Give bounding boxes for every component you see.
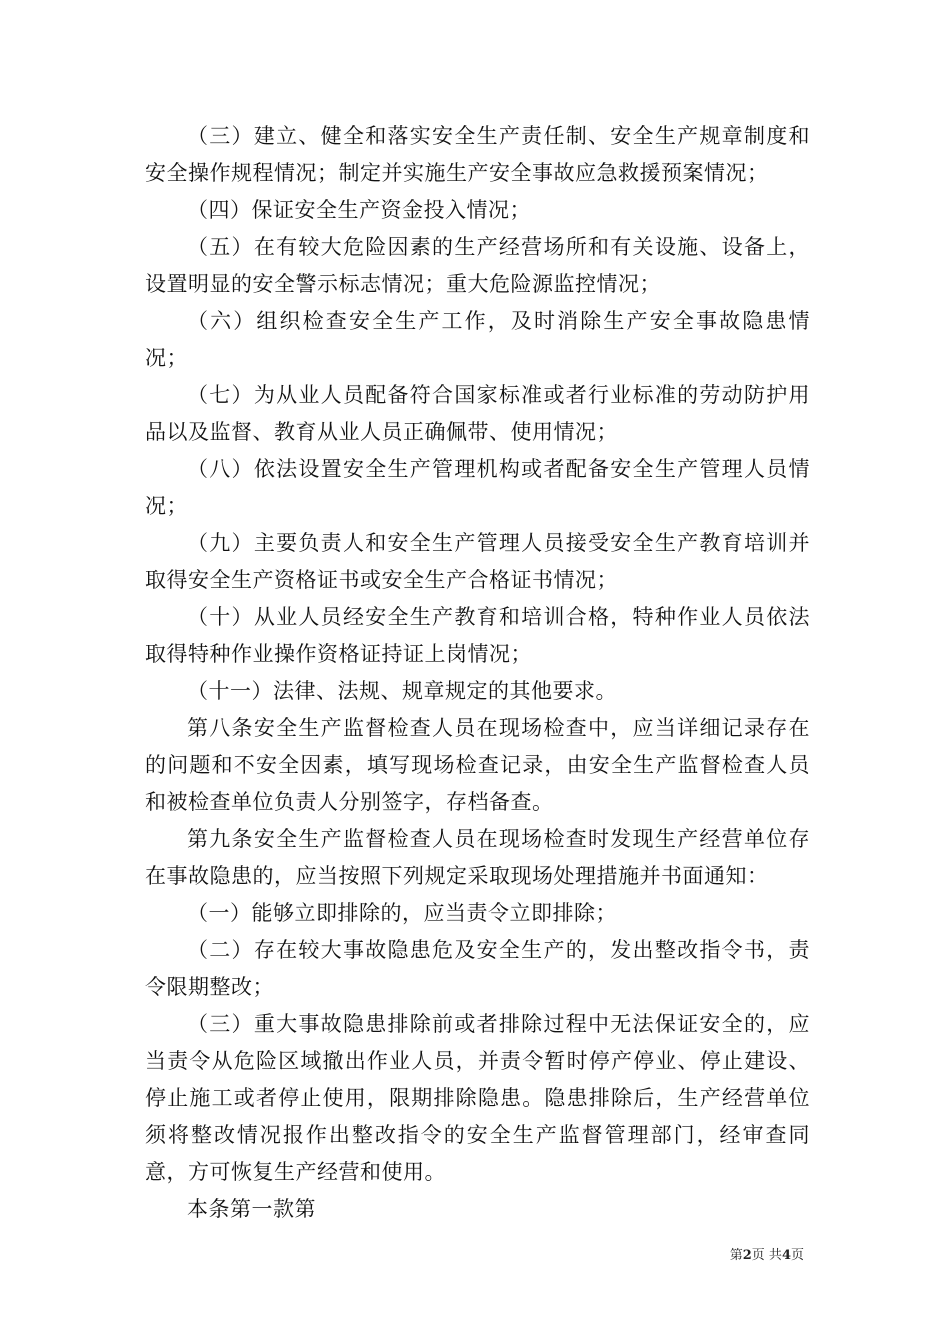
paragraph: （十）从业人员经安全生产教育和培训合格，特种作业人员依法取得特种作业操作资格证持证上岗情况； (145, 605, 810, 666)
paragraph: （七）为从业人员配备符合国家标准或者行业标准的劳动防护用品以及监督、教育从业人员正确佩带、使用情况； (145, 383, 810, 444)
paragraph: （十一）法律、法规、规章规定的其他要求。 (187, 679, 617, 703)
document-body (145, 118, 810, 1228)
paragraph: 第八条安全生产监督检查人员在现场检查中，应当详细记录存在的问题和不安全因素，填写现场检查记录，由安全生产监督检查人员和被检查单位负责人分别签字，存档备查。 (145, 716, 810, 814)
footer-middle: 页 共 (751, 1248, 782, 1263)
total-pages-number: 4 (781, 1248, 791, 1263)
paragraph: 本条第一款第 (187, 1197, 316, 1221)
page-number-footer (730, 1248, 804, 1264)
footer-prefix: 第 (729, 1248, 743, 1263)
current-page-number: 2 (742, 1248, 752, 1263)
paragraph: 第九条安全生产监督检查人员在现场检查时发现生产经营单位存在事故隐患的，应当按照下列规定采取现场处理措施并书面通知： (145, 827, 810, 888)
paragraph: （五）在有较大危险因素的生产经营场所和有关设施、设备上，设置明显的安全警示标志情况；重大危险源监控情况； (145, 235, 810, 296)
paragraph: （九）主要负责人和安全生产管理人员接受安全生产教育培训并取得安全生产资格证书或安全生产合格证书情况； (145, 531, 810, 592)
paragraph: （一）能够立即排除的，应当责令立即排除； (187, 901, 617, 925)
paragraph: （四）保证安全生产资金投入情况； (187, 198, 531, 222)
paragraph: （三）建立、健全和落实安全生产责任制、安全生产规章制度和安全操作规程情况；制定并实施生产安全事故应急救援预案情况； (145, 124, 810, 185)
footer-suffix: 页 (790, 1248, 804, 1263)
paragraph: （三）重大事故隐患排除前或者排除过程中无法保证安全的，应当责令从危险区域撤出作业人员，并责令暂时停产停业、停止建设、停止施工或者停止使用，限期排除隐患。隐患排除后，生产经营单位须将整改情况报作出整改指令的安全生产监督管理部门，经审查同意，方可恢复生产经营和使用。 (145, 1012, 810, 1184)
paragraph: （二）存在较大事故隐患危及安全生产的，发出整改指令书，责令限期整改； (145, 938, 810, 999)
paragraph: （八）依法设置安全生产管理机构或者配备安全生产管理人员情况； (145, 457, 810, 518)
paragraph: （六）组织检查安全生产工作，及时消除生产安全事故隐患情况； (145, 309, 810, 370)
